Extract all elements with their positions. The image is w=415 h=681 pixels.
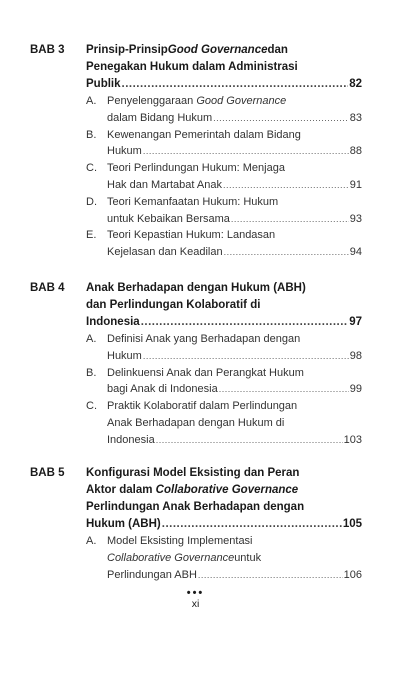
dot-leader — [122, 76, 349, 93]
dot-leader — [162, 516, 342, 533]
dot-leader — [141, 314, 349, 331]
chapter-page-number: 82 — [349, 78, 362, 90]
toc-entry[interactable]: D. Teori Kemanfaatan Hukum: Hukum untuk Kebaikan Bersama ..... 93 — [86, 194, 362, 228]
chapter-title[interactable]: Prinsip-Prinsip Good Governance dan Penegakan Hukum dalam Administrasi Publik ..... 82 — [86, 42, 362, 93]
toc-entry[interactable]: C. Praktik Kolaboratif dalam Perlindungan Anak Berhadapan dengan Hukum di Indonesia ..... 103 — [86, 398, 362, 448]
toc-entry[interactable]: B. Kewenangan Pemerintah dalam Bidang Hukum ..... 88 — [86, 127, 362, 161]
toc-entry[interactable]: C. Teori Perlindungan Hukum: Menjaga Hak dan Martabat Anak ..... 91 — [86, 160, 362, 194]
toc-entry[interactable]: A. Penyelenggaraan Good Governance dalam Bidang Hukum ..... 83 — [86, 93, 362, 127]
chapter-title[interactable]: Konfigurasi Model Eksisting dan Peran Aktor dalam Collaborative Governance Perlindungan Anak Berhadapan dengan Hukum (ABH) ..... 105 — [86, 465, 362, 533]
dot-leader — [231, 211, 349, 228]
chapter-bab-4 — [30, 280, 362, 449]
entry-page-number: 94 — [349, 246, 362, 259]
entry-page-number: 91 — [349, 178, 362, 191]
entry-page-number: 93 — [349, 212, 362, 225]
toc-entry[interactable]: E. Teori Kepastian Hukum: Landasan Kejelasan dan Keadilan ..... 94 — [86, 227, 362, 261]
chapter-bab-5 — [30, 465, 362, 583]
section-list — [86, 331, 362, 449]
entry-page-number: 99 — [349, 383, 362, 396]
dot-leader — [156, 432, 343, 449]
dot-leader — [223, 177, 349, 194]
entry-page-number: 88 — [349, 145, 362, 158]
entry-page-number: 106 — [343, 568, 362, 581]
dot-leader — [213, 110, 349, 127]
toc-entry[interactable]: A. Model Eksisting Implementasi Collaborative Governance untuk Perlindungan ABH ..... 106 — [86, 533, 362, 583]
dot-leader — [224, 244, 349, 261]
entry-page-number: 98 — [349, 349, 362, 362]
chapter-bab-3 — [30, 42, 362, 261]
toc-entry[interactable]: B. Delinkuensi Anak dan Perangkat Hukum bagi Anak di Indonesia ..... 99 — [86, 365, 362, 399]
entry-page-number: 103 — [343, 433, 362, 446]
section-list — [86, 93, 362, 261]
dot-leader — [219, 381, 349, 398]
toc-entry[interactable]: A. Definisi Anak yang Berhadapan dengan Hukum ..... 98 — [86, 331, 362, 365]
dot-leader — [198, 567, 343, 584]
chapter-page-number: 97 — [349, 316, 362, 328]
page-number: xi — [191, 598, 200, 610]
chapter-label: BAB 3 — [30, 44, 65, 56]
chapter-label: BAB 4 — [30, 282, 65, 294]
ornament-dots: ••• — [186, 587, 205, 599]
section-list — [86, 533, 362, 583]
chapter-label: BAB 5 — [30, 467, 65, 479]
entry-page-number: 83 — [349, 111, 362, 124]
chapter-page-number: 105 — [342, 518, 362, 530]
chapter-title[interactable]: Anak Berhadapan dengan Hukum (ABH) dan Perlindungan Kolaboratif di Indonesia ..... 97 — [86, 280, 362, 331]
dot-leader — [143, 143, 349, 160]
dot-leader — [143, 348, 349, 365]
page-footer — [0, 588, 391, 610]
